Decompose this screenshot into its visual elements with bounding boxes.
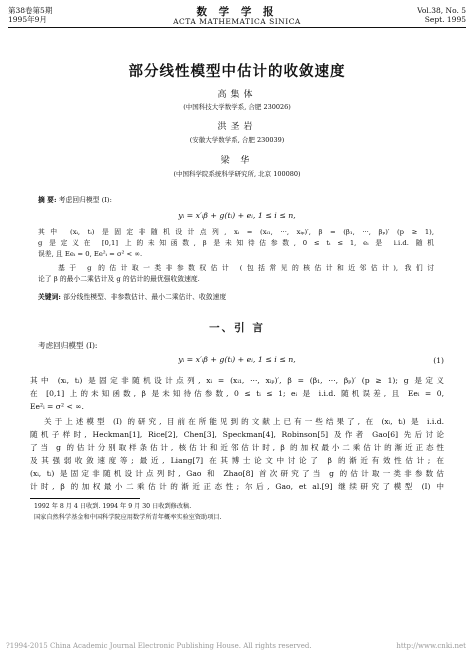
abstract-label: 摘 要:	[38, 196, 57, 204]
keywords-label: 关键词:	[38, 293, 61, 301]
abstract-line-2: g 是定义在 [0,1] 上的未知函数, β 是未知待估参数, 0 ≤ tᵢ ≤ 1, eᵢ 是 i.i.d. 随机	[38, 239, 434, 247]
abstract-line-5: 论了 β 的最小二乘估计及 g 的估计的最优强收敛速度.	[38, 275, 200, 283]
keywords-text: 部分线性模型、非参数估计、最小二乘估计、收敛速度	[63, 293, 227, 301]
abstract-line-4: 基于 g 的估计取一类非参数权估计 (包括常见的核估计和近邻估计), 我们讨	[58, 264, 434, 272]
journal-title-cn: 数 学 学 报	[196, 6, 278, 18]
header-volume: 第38卷第5期	[8, 6, 53, 15]
header-rule	[8, 27, 466, 28]
intro-equation: yᵢ = x′ᵢβ + g(tᵢ) + eᵢ, 1 ≤ i ≤ n,	[178, 355, 296, 364]
para2-line-1: 关于上述模型 (I) 的研究, 目前在所能见到的文献上已有一些结果了, 在 (xᵢ, tᵢ) 是 i.i.d.	[44, 417, 444, 426]
footnote-received: 1992 年 8 月 4 日收到. 1994 年 9 月 30 日收到修改稿.	[34, 503, 192, 510]
author-affiliation-2: (安徽大学数学系, 合肥 230039)	[189, 136, 285, 144]
para2-line-3: 了当 g 的估计分别取样条估计, 核估计和近邻估计时, β 的加权最小二乘估计的渐近正态性	[30, 443, 444, 452]
abstract-first-line	[38, 195, 112, 206]
copyright-watermark: ?1994-2015 China Academic Journal Electronic Publishing House. All rights reserved.	[6, 642, 312, 650]
header-vol-no: Vol.38, No. 5	[417, 6, 466, 15]
footnote-rule	[30, 498, 140, 499]
author-affiliation-3: (中国科学院系统科学研究所, 北京 100080)	[173, 170, 301, 178]
para2-line-2: 随机子样时, Heckman[1], Rice[2], Chen[3], Speckman[4], Robinson[5] 及作者 Gao[6] 先后讨论	[30, 430, 444, 439]
author-name-1: 高集体	[217, 90, 257, 100]
author-affiliation-1: (中国科技大学数学系, 合肥 230026)	[183, 103, 291, 111]
para2-line-4: 及其强弱收敛速度等; 最近, Liang[7] 在其博士论文中讨论了 β 的渐近有效性估计; 在	[30, 456, 444, 465]
cnki-url: http://www.cnki.net	[396, 642, 466, 650]
para1-line-2: 在 [0,1] 上的未知函数, β 是未知待估参数, 0 ≤ tᵢ ≤ 1; eᵢ 是 i.i.d. 随机误差, 且 Eeᵢ = 0,	[30, 389, 444, 398]
intro-lead: 考虑回归模型 (I):	[38, 341, 98, 350]
footnote-funding: 国家自然科学基金和中国科学院应用数学所青年概率实验室资助项目.	[34, 514, 222, 521]
paper-title: 部分线性模型中估计的收敛速度	[128, 63, 346, 80]
keywords-line	[38, 292, 226, 303]
equation-number: (1)	[433, 356, 444, 365]
author-name-3: 梁 华	[220, 156, 254, 166]
header-date: 1995年9月	[8, 15, 47, 24]
journal-title-en: ACTA MATHEMATICA SINICA	[173, 17, 301, 26]
author-name-2: 洪圣岩	[217, 122, 257, 132]
abstract-lead: 考虑回归模型 (I):	[58, 196, 112, 204]
header-month: Sept. 1995	[424, 15, 466, 24]
para2-line-6: 计时, β 的加权最小二乘估计的渐近正态性; 尔后, Gao, et al.[9] 继续研究了模型 (I) 中	[30, 482, 444, 491]
abstract-line-3: 误差, 且 Eeᵢ = 0, Ee²ᵢ = σ² < ∞.	[38, 250, 143, 258]
para1-line-3: Ee²ᵢ = σ² < ∞.	[30, 402, 84, 411]
section-heading: 一、引 言	[209, 322, 265, 334]
abstract-equation: yᵢ = x′ᵢβ + g(tᵢ) + eᵢ, 1 ≤ i ≤ n,	[178, 211, 296, 220]
para2-line-5: (xᵢ, tᵢ) 是固定非随机设计点列时, Gao 和 Zhao[8] 首次研究了当 g 的估计取一类非参数估	[30, 469, 444, 478]
abstract-line-1: 其中 (xᵢ, tᵢ) 是固定非随机设计点列, xᵢ = (xᵢ₁, ···, xᵢₚ)′, β = (β₁, ···, βₚ)′ (p ≥ 1),	[38, 228, 434, 236]
para1-line-1: 其中 (xᵢ, tᵢ) 是固定非随机设计点列, xᵢ = (xᵢ₁, ···, xᵢₚ)′, β = (β₁, ···, βₚ)′ (p ≥ 1); g 是定义	[30, 376, 444, 385]
